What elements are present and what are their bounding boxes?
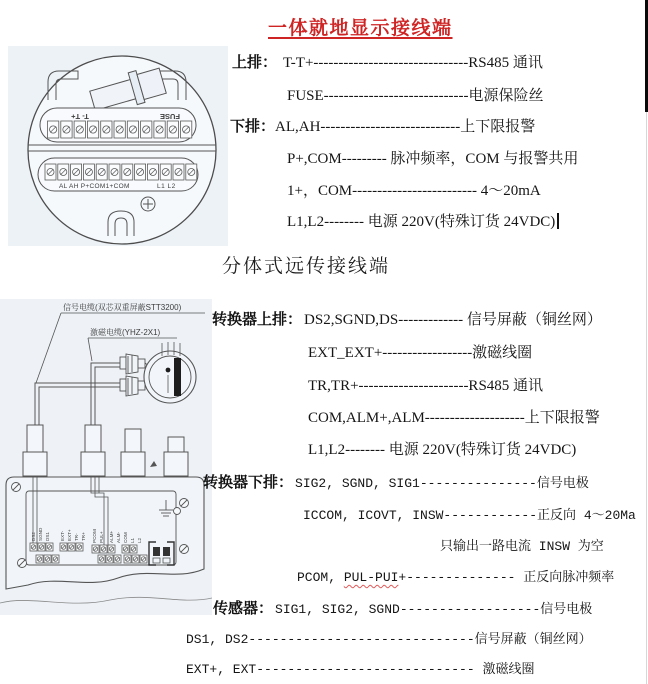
- row-label: 转换器下排：: [203, 474, 294, 491]
- wiring-line: [308, 440, 576, 460]
- power-terminal-label: L1 L2: [157, 183, 176, 190]
- row-text: AL,AH----------------------------上下限报警: [275, 119, 536, 135]
- wiring-line: [287, 149, 578, 169]
- section-title: 分体式远传接线端: [222, 256, 391, 277]
- svg-text:PCOM: PCOM: [92, 529, 97, 543]
- terminal-row-label-top: T- T+: [71, 112, 89, 121]
- row-text: DS1, DS2-----------------------------信号屏蔽（铜丝网）: [186, 632, 592, 647]
- svg-text:DS2: DS2: [31, 532, 36, 541]
- svg-text:EXT-: EXT-: [60, 530, 65, 541]
- terminal-group: [98, 555, 121, 563]
- row-text: ICCOM, ICOVT, INSW------------正反向 4～20Ma: [303, 508, 636, 523]
- wiring-line: [297, 568, 614, 588]
- excitation-cable-label: 激磁电缆(YHZ-2X1): [90, 328, 161, 337]
- row-label: 转换器上排：: [212, 311, 303, 328]
- wiring-line: [230, 117, 535, 137]
- wiring-line: [287, 86, 544, 106]
- text-cursor: [557, 213, 559, 229]
- row-text: EXT_EXT+------------------激磁线圈: [308, 345, 533, 361]
- svg-text:COM: COM: [123, 532, 128, 543]
- row-text: COM,ALM+,ALM--------------------上下限报警: [308, 410, 600, 426]
- terminal-group: [92, 545, 115, 553]
- ground-screw: [141, 197, 155, 211]
- svg-text:PUL+: PUL+: [99, 531, 104, 543]
- terminal-group: [36, 555, 59, 563]
- terminal-group: [30, 543, 53, 551]
- wiring-line: [287, 212, 559, 232]
- wiring-line: [308, 343, 532, 363]
- row-text: SIG1, SIG2, SGND------------------信号电极: [275, 602, 593, 617]
- svg-text:L1: L1: [130, 537, 135, 543]
- wiring-line: [203, 473, 589, 494]
- row-text: 1+，COM------------------------- 4～20mA: [287, 183, 541, 199]
- svg-text:L2: L2: [137, 537, 142, 543]
- wiring-line: [303, 506, 636, 526]
- wiring-line: [186, 660, 534, 680]
- svg-text:SGND: SGND: [38, 527, 43, 541]
- row-text: 只输出一路电流 INSW 为空: [440, 539, 604, 554]
- svg-text:TR+: TR+: [81, 532, 86, 541]
- wiring-line: [287, 181, 541, 201]
- row-text: EXT+, EXT---------------------------- 激磁线圈: [186, 662, 535, 677]
- row-text: TR,TR+----------------------RS485 通讯: [308, 378, 544, 394]
- wiring-line: [308, 376, 543, 396]
- spellcheck-word: PUL-PUI: [343, 570, 399, 585]
- row-text: L1,L2-------- 电源 220V(特殊订货 24VDC): [308, 442, 577, 458]
- row-text: FUSE-----------------------------电源保险丝: [287, 88, 544, 104]
- remote-converter-diagram: [0, 297, 212, 619]
- svg-text:EXT+: EXT+: [67, 529, 72, 541]
- row-text: PCOM,: [297, 570, 344, 585]
- svg-text:DS1: DS1: [45, 532, 50, 541]
- wiring-line: [212, 310, 602, 330]
- page-title: 一体就地显示接线端: [268, 18, 453, 39]
- row-label: 传感器：: [213, 600, 274, 617]
- svg-text:ALM+: ALM+: [109, 530, 114, 543]
- row-text: P+,COM--------- 脉冲频率，COM 与报警共用: [287, 151, 579, 167]
- terminal-group: [60, 543, 83, 551]
- signal-cable-label: 信号电缆(双芯双重屏蔽STT3200): [63, 303, 182, 312]
- svg-text:ALM-: ALM-: [116, 532, 121, 543]
- row-label: 上排：: [232, 54, 278, 71]
- wiring-line: [213, 599, 592, 620]
- terminal-cells-top: [48, 121, 192, 138]
- fuse-label: FUSE: [159, 112, 181, 121]
- row-text: T-T+-------------------------------RS485 通讯: [283, 55, 543, 71]
- row-text: +-------------- 正反向脉冲频率: [398, 570, 615, 585]
- integrated-terminal-diagram: [8, 46, 228, 246]
- row-text: L1,L2-------- 电源 220V(特殊订货 24VDC): [287, 214, 556, 230]
- wiring-line: [308, 408, 600, 428]
- wiring-line: [186, 630, 592, 650]
- row-text: SIG2, SGND, SIG1---------------信号电极: [295, 476, 589, 491]
- row-text: DS2,SGND,DS------------- 信号屏蔽（铜丝网）: [304, 312, 602, 328]
- terminal-row-label-bottom: AL AH P+COM1+COM: [59, 183, 130, 190]
- terminal-group: [124, 555, 147, 563]
- row-label: 下排：: [230, 118, 276, 135]
- wiring-line: [440, 537, 604, 557]
- svg-text:TR-: TR-: [74, 533, 79, 541]
- wiring-line: [232, 53, 543, 73]
